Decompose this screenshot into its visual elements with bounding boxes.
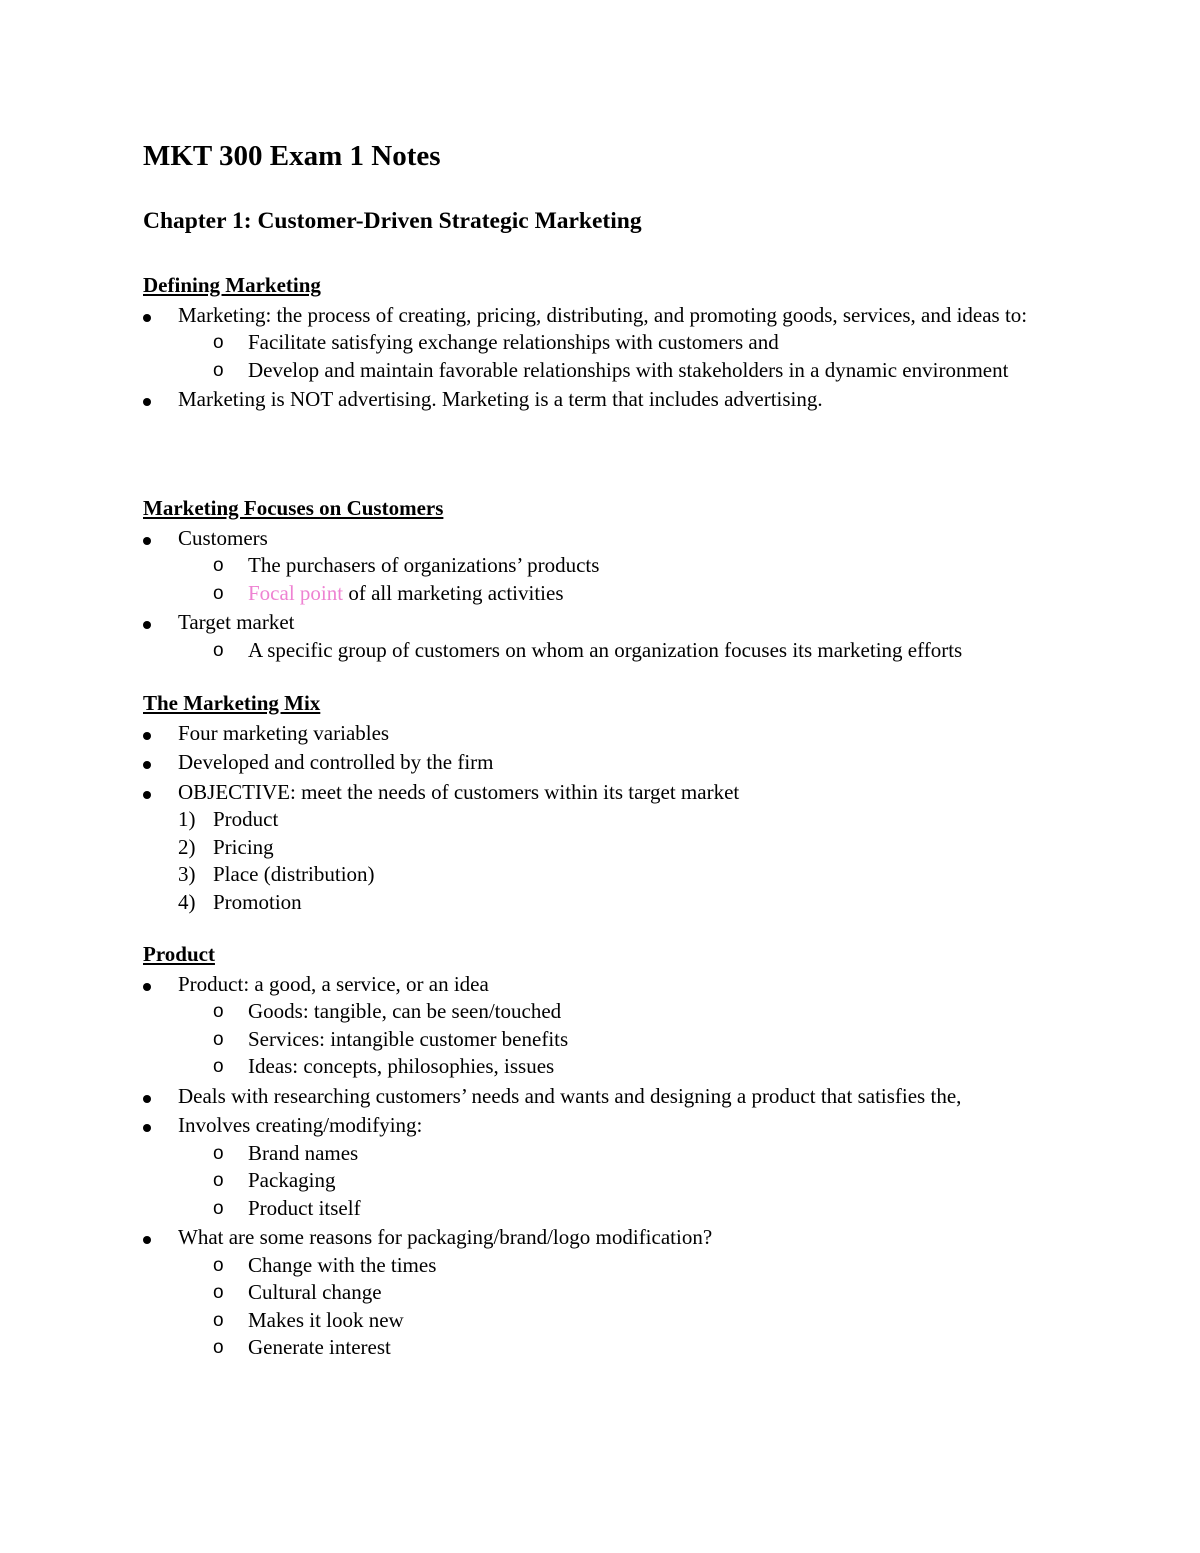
list-item [143, 386, 1103, 414]
sub-bullet-icon: o [213, 582, 224, 604]
list-item-text: Goods: tangible, can be seen/touched [248, 999, 562, 1023]
sub-bullet-icon: o [213, 1056, 224, 1077]
list-subitem [143, 1307, 1103, 1335]
list-item-text: Facilitate satisfying exchange relationships with customers and [248, 330, 779, 354]
list-subitem [143, 637, 1103, 665]
sub-bullet-icon: o [213, 1309, 224, 1331]
bullet-icon [143, 983, 151, 991]
list-item-text: Develop and maintain favorable relationships with stakeholders in a dynamic environment [248, 357, 1009, 382]
sub-bullet-icon: o [213, 1028, 224, 1050]
list-subitem [143, 1334, 1103, 1362]
numbered-item [143, 834, 1103, 862]
sub-bullet-icon: o [213, 1197, 224, 1219]
list-item [143, 971, 1103, 999]
bullet-icon [143, 732, 151, 740]
numbered-item [143, 806, 1103, 834]
list-item [143, 609, 1103, 637]
chapter-heading: Chapter 1: Customer-Driven Strategic Marketing [143, 208, 642, 234]
section-heading: The Marketing Mix [143, 691, 321, 715]
section-product [143, 941, 1103, 1362]
list-subitem [143, 357, 1103, 385]
list-subitem [143, 552, 1103, 580]
highlighted-text: Focal point [248, 580, 344, 605]
sub-bullet-icon: o [213, 332, 224, 353]
list-item-text: Generate interest [248, 1335, 391, 1359]
list-item-text: What are some reasons for packaging/brand/logo modification? [178, 1225, 713, 1249]
section-marketing-mix [143, 690, 1103, 916]
list-item-text: Target market [178, 610, 295, 634]
sub-bullet-icon: o [213, 639, 224, 661]
list-subitem [143, 1167, 1103, 1195]
list-subitem [143, 1026, 1103, 1054]
bullet-icon [143, 537, 151, 545]
list-item [143, 749, 1103, 777]
list-item-text: The purchasers of organizations’ products [248, 553, 600, 577]
list-subitem [143, 329, 1103, 357]
section-heading: Defining Marketing [143, 273, 321, 297]
list-item-text: Services: intangible customer benefits [248, 1026, 569, 1051]
bullet-icon [143, 314, 151, 322]
sub-bullet-icon: o [213, 1001, 224, 1022]
item-number: 4) [178, 889, 196, 914]
document-title: MKT 300 Exam 1 Notes [143, 140, 441, 172]
list-item-text: Product: a good, a service, or an idea [178, 971, 489, 996]
sub-bullet-icon: o [213, 1142, 224, 1164]
list-item-text: Promotion [213, 889, 302, 914]
sub-bullet-icon: o [213, 1337, 224, 1358]
numbered-item [143, 889, 1103, 917]
bullet-icon [143, 1095, 151, 1103]
sub-bullet-icon: o [213, 1282, 224, 1303]
section-heading: Marketing Focuses on Customers [143, 496, 444, 520]
list-subitem [143, 1140, 1103, 1168]
bullet-icon [143, 1124, 151, 1132]
list-item [143, 720, 1103, 748]
list-item [143, 525, 1103, 553]
item-number: 3) [178, 862, 196, 886]
section-heading: Product [143, 942, 215, 966]
list-item-text: Developed and controlled by the firm [178, 750, 494, 774]
list-item [143, 779, 1103, 807]
list-item-text: Product itself [248, 1195, 361, 1220]
item-number: 2) [178, 834, 196, 859]
list-item [143, 1112, 1103, 1140]
list-subitem [143, 1252, 1103, 1280]
numbered-item [143, 861, 1103, 889]
bullet-icon [143, 621, 151, 629]
section-defining-marketing [143, 272, 1103, 414]
list-item-text: Involves creating/modifying: [178, 1113, 423, 1137]
list-item [143, 302, 1103, 330]
list-item-text: Packaging [248, 1168, 336, 1192]
list-item-text: Marketing is NOT advertising. Marketing is a term that includes advertising. [178, 387, 823, 411]
bullet-icon [143, 398, 151, 406]
list-item [143, 1083, 1103, 1111]
list-item-text: Makes it look new [248, 1307, 404, 1332]
list-item [143, 1224, 1103, 1252]
section-customers [143, 495, 1103, 664]
bullet-icon [143, 761, 151, 769]
list-item-text: A specific group of customers on whom an organization focuses its marketing efforts [248, 637, 963, 662]
list-item-text: Customers [178, 525, 268, 550]
list-item-text: Deals with researching customers’ needs and wants and designing a product that satisfies the, [178, 1083, 962, 1108]
list-item-text: Brand names [248, 1140, 359, 1165]
list-subitem [143, 998, 1103, 1026]
sub-bullet-icon: o [213, 1170, 224, 1191]
list-item-text: Place (distribution) [213, 862, 375, 886]
list-item-text: Change with the times [248, 1252, 437, 1277]
list-item-text: Pricing [213, 834, 274, 859]
list-item-text: Ideas: concepts, philosophies, issues [248, 1054, 555, 1078]
list-subitem [143, 580, 1103, 608]
sub-bullet-icon: o [213, 555, 224, 576]
list-subitem [143, 1279, 1103, 1307]
list-item-text: OBJECTIVE: meet the needs of customers within its target market [178, 779, 740, 804]
list-item-text: of all marketing activities [343, 580, 564, 605]
list-subitem [143, 1195, 1103, 1223]
bullet-icon [143, 1236, 151, 1244]
list-subitem [143, 1053, 1103, 1081]
bullet-icon [143, 791, 151, 799]
sub-bullet-icon: o [213, 359, 224, 381]
list-item-text: Product [213, 807, 279, 831]
list-item-text: Four marketing variables [178, 720, 390, 745]
list-item-text: Marketing: the process of creating, pricing, distributing, and promoting goods, services, and ideas to: [178, 302, 1028, 327]
item-number: 1) [178, 807, 196, 831]
sub-bullet-icon: o [213, 1254, 224, 1276]
list-item-text: Cultural change [248, 1280, 382, 1304]
